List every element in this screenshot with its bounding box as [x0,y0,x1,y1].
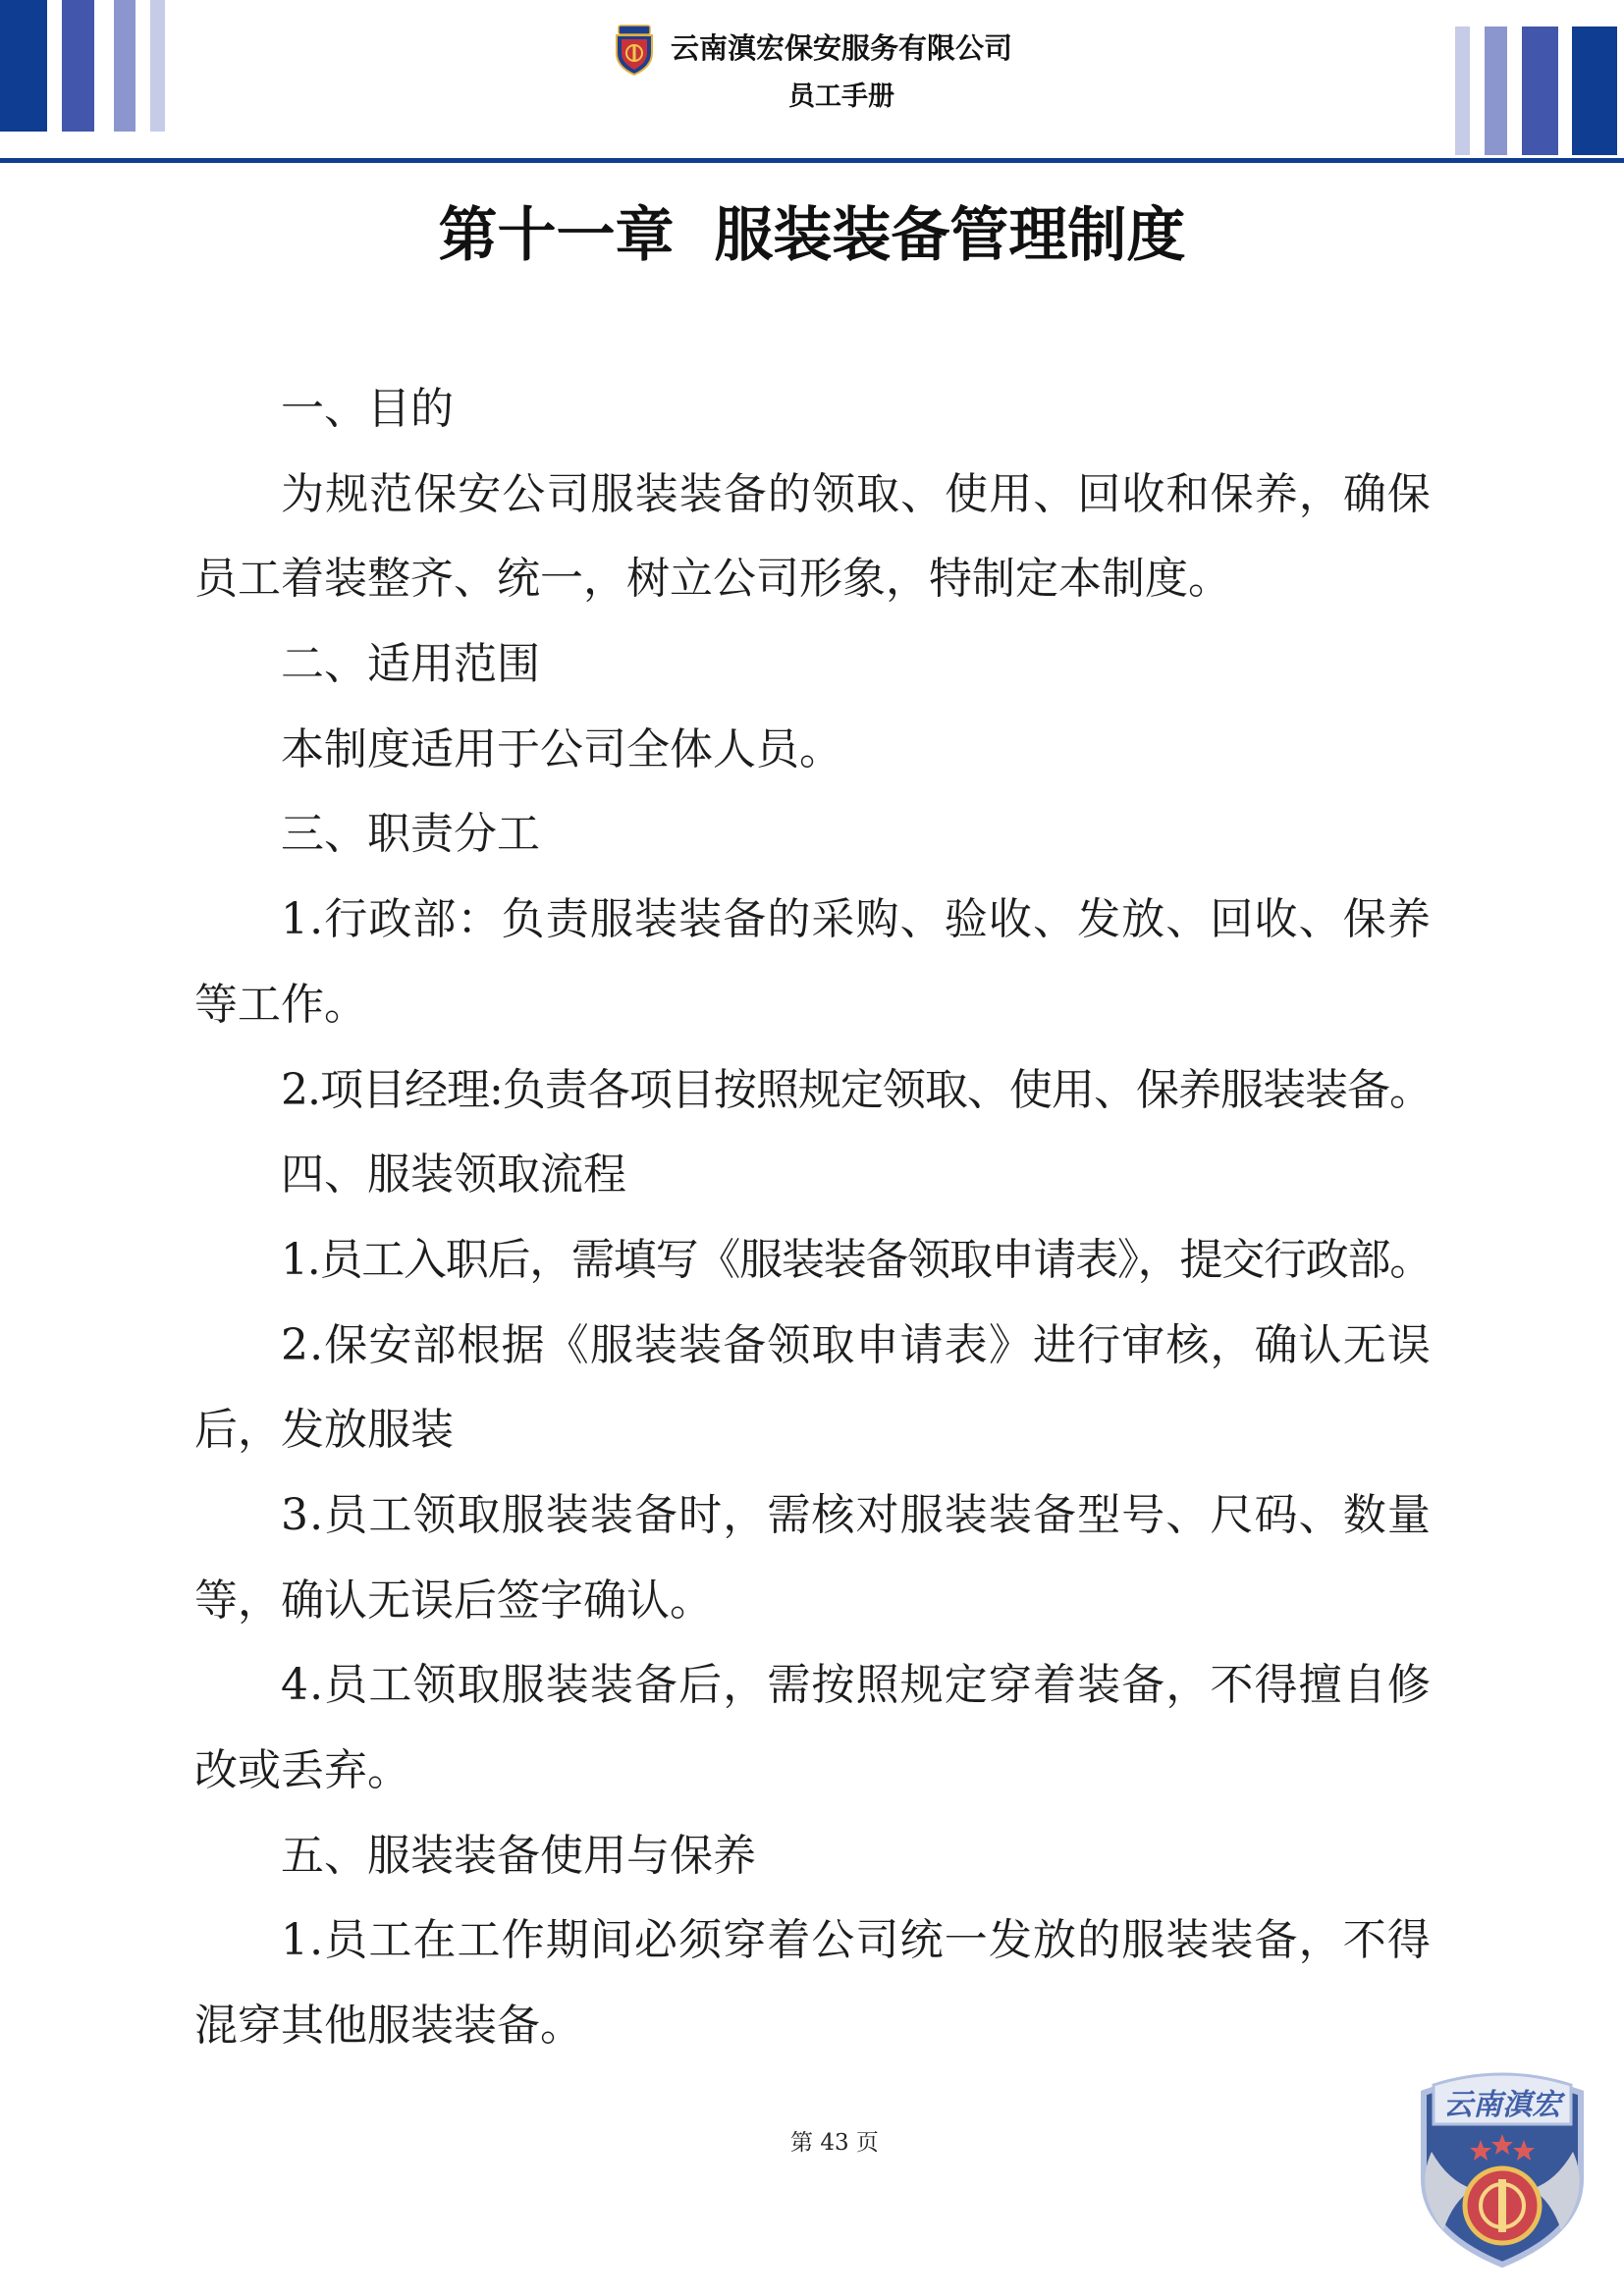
section-heading-text: 一、目的 [281,384,454,434]
handbook-subtitle: 员工手册 [788,81,894,112]
paragraph-text: 2.项目经理:负责各项目按照规定领取、使用、保养服装装备。 [281,1064,1432,1115]
paragraph-line [194,1559,1432,1644]
chapter-title: 第十一章 服装装备管理制度 [438,201,1186,270]
paragraph-line [194,963,1432,1048]
chapter-body [194,367,1432,2069]
paragraph-line [194,1388,1432,1473]
paragraph-line [194,878,1432,963]
paragraph-line [194,1473,1432,1559]
paragraph-text: 4.员工领取服装装备后，需按照规定穿着装备，不得擅自修 [281,1660,1432,1711]
page-number: 第 43 页 [790,2130,879,2156]
section-heading-text: 五、服装装备使用与保养 [281,1830,756,1881]
paragraph-text: 员工着装整齐、统一，树立公司形象，特制定本制度。 [194,554,1231,605]
paragraph-line [194,1898,1432,1984]
paragraph-line [194,1643,1432,1729]
company-name: 云南滇宏保安服务有限公司 [671,31,1013,65]
header-decor-bar [1572,27,1617,155]
section-heading [194,1133,1432,1218]
paragraph-line [194,1729,1432,1814]
header-decor-bar [62,0,94,132]
header-decor-bar [0,0,47,132]
paragraph-text: 为规范保安公司服装装备的领取、使用、回收和保养，确保 [281,468,1432,519]
paragraph-line [194,1304,1432,1389]
paragraph-line [194,1984,1432,2069]
paragraph-text: 后，发放服装 [194,1405,454,1456]
paragraph-text: 混穿其他服装装备。 [194,2001,583,2052]
section-heading [194,622,1432,708]
header-decor-bar [114,0,135,132]
paragraph-line [194,537,1432,622]
header-decor-bar [1455,27,1470,155]
paragraph-line [194,708,1432,793]
header-divider [0,158,1624,163]
paragraph-text: 改或丢弃。 [194,1745,410,1795]
paragraph-text: 1.员工在工作期间必须穿着公司统一发放的服装装备，不得 [281,1915,1432,1966]
paragraph-line [194,1048,1432,1134]
paragraph-text: 等工作。 [194,979,367,1030]
paragraph-line [194,453,1432,538]
header-decor-bar [1522,27,1558,155]
section-heading [194,367,1432,453]
paragraph-text: 等，确认无误后签字确认。 [194,1575,713,1626]
section-heading [194,792,1432,878]
section-heading-text: 三、职责分工 [281,809,540,860]
section-heading-text: 四、服装领取流程 [281,1149,626,1201]
watermark-label: 云南滇宏 [1443,2088,1561,2122]
company-emblem-icon [611,24,658,77]
header-decor-bar [150,0,165,132]
section-heading-text: 二、适用范围 [281,639,540,690]
paragraph-text: 2.保安部根据《服装装备领取申请表》进行审核，确认无误 [281,1319,1432,1370]
section-heading [194,1814,1432,1899]
paragraph-text: 1.员工入职后，需填写《服装装备领取申请表》，提交行政部。 [281,1234,1432,1285]
header-decor-bar [1485,27,1507,155]
paragraph-line [194,1218,1432,1304]
paragraph-text: 1.行政部：负责服装装备的采购、验收、发放、回收、保养 [281,894,1432,945]
paragraph-text: 3.员工领取服装装备时，需核对服装装备型号、尺码、数量 [281,1489,1432,1540]
paragraph-text: 本制度适用于公司全体人员。 [281,723,842,774]
company-shield-icon [1404,2063,1600,2269]
